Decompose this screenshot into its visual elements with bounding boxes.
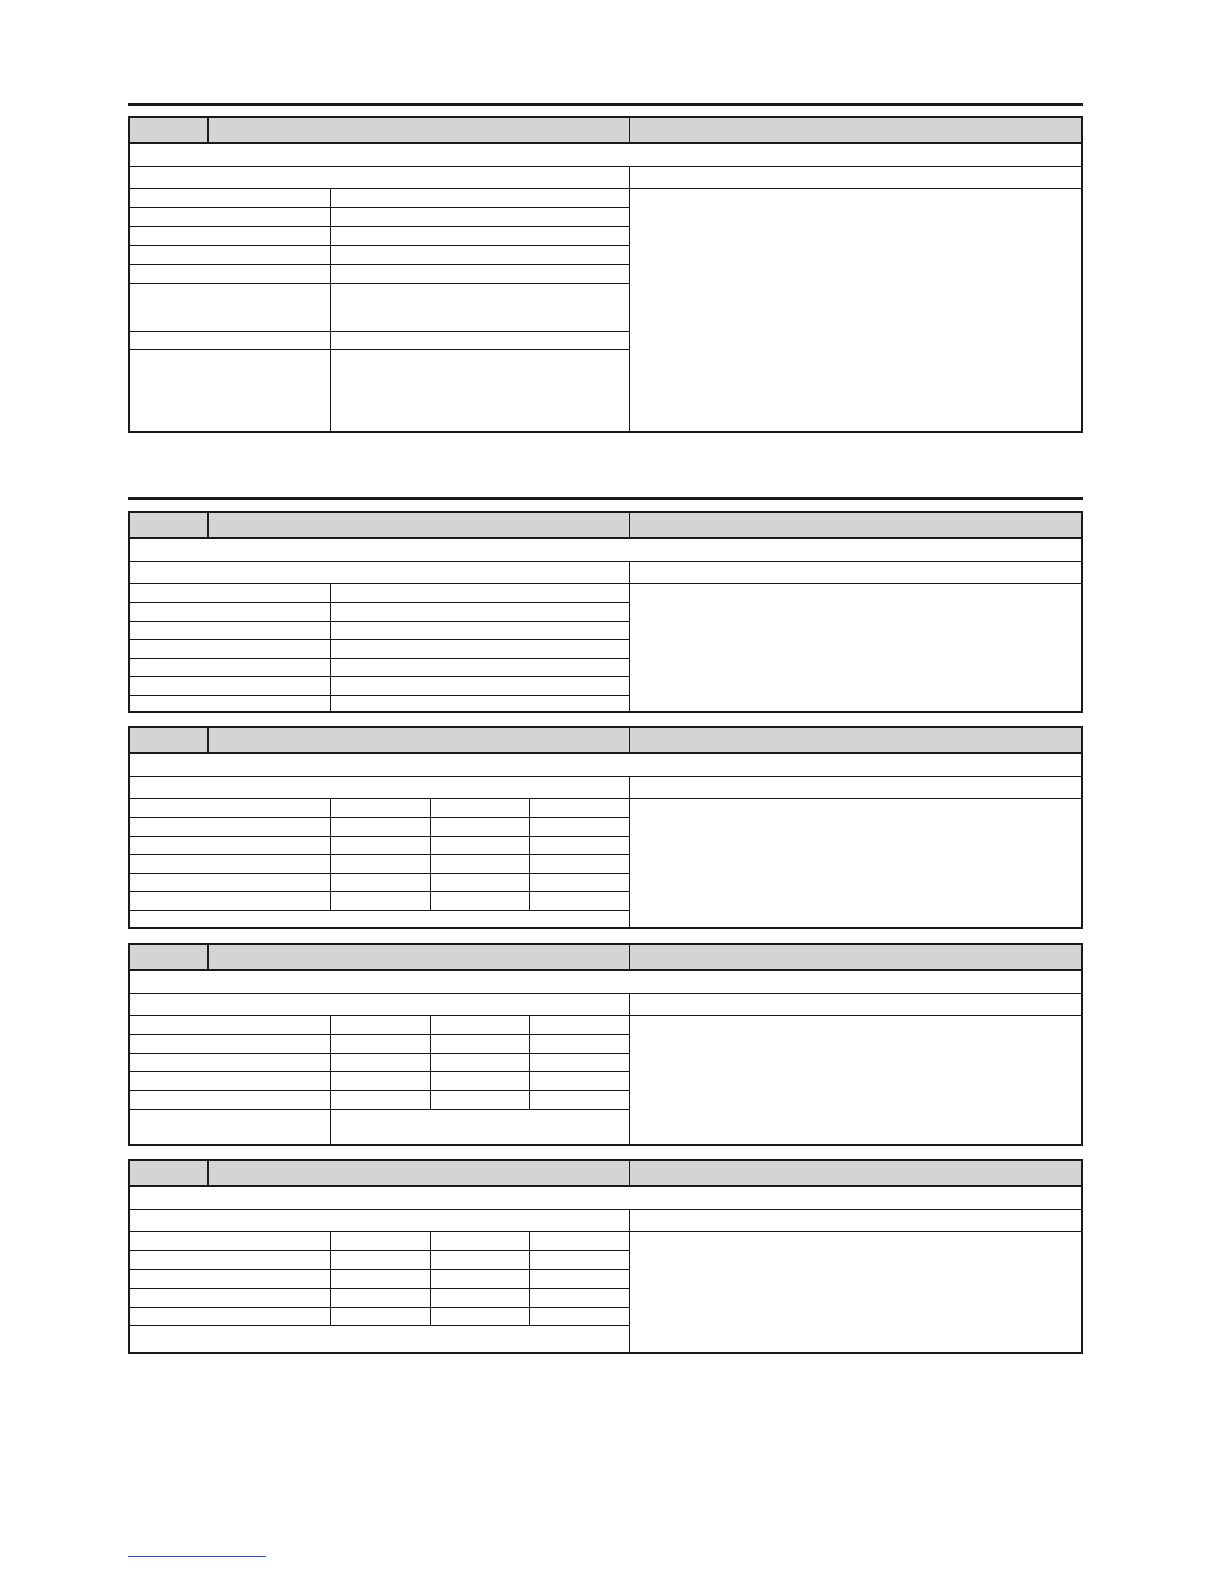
value-column-divider (629, 584, 630, 713)
header-cell-name (209, 728, 630, 752)
header-cell-name (209, 513, 630, 537)
spec-table-1 (128, 116, 1083, 433)
header-cell-name (209, 1161, 630, 1185)
table-subheader-row (130, 777, 1081, 799)
grid-row-line (130, 836, 629, 837)
grid-row-line (130, 1250, 629, 1251)
grid-row-line (130, 891, 629, 892)
spec-table-2 (128, 511, 1083, 713)
grid-row-line (130, 1288, 629, 1289)
grid-row-line (130, 1109, 629, 1110)
grid-column-divider (529, 1016, 530, 1109)
subheader-divider (629, 777, 630, 799)
grid-column-divider (430, 1232, 431, 1325)
header-cell-code (130, 513, 209, 537)
param-row-line (130, 264, 629, 265)
table-title-row (130, 539, 1081, 562)
grid-row-line (130, 910, 629, 911)
param-row-line (130, 639, 629, 640)
table-title-row (130, 754, 1081, 777)
table-header-row (130, 728, 1081, 754)
param-row-line (130, 245, 629, 246)
header-cell-name (209, 945, 630, 969)
grid-column-divider (330, 1016, 331, 1146)
spec-table-4 (128, 943, 1083, 1146)
table-header-row (130, 1161, 1081, 1187)
param-row-line (130, 602, 629, 603)
spec-table-3 (128, 726, 1083, 929)
table-header-row (130, 118, 1081, 144)
value-column-divider (629, 189, 630, 433)
subheader-divider (629, 1210, 630, 1232)
header-cell-code (130, 945, 209, 969)
param-row-line (130, 658, 629, 659)
subheader-divider (629, 167, 630, 189)
grid-row-line (130, 1269, 629, 1270)
param-row-line (130, 283, 629, 284)
grid-column-divider (529, 1232, 530, 1325)
section-rule-1 (128, 103, 1083, 106)
param-row-line (130, 621, 629, 622)
table-title-row (130, 144, 1081, 167)
table-title-row (130, 1187, 1081, 1210)
grid-row-line (130, 1307, 629, 1308)
header-cell-code (130, 728, 209, 752)
param-row-line (130, 349, 629, 350)
grid-row-line (130, 1071, 629, 1072)
param-row-line (130, 331, 629, 332)
grid-row-line (130, 873, 629, 874)
subheader-divider (629, 994, 630, 1016)
value-column-divider (629, 1232, 630, 1354)
grid-row-line (130, 1325, 629, 1326)
grid-row-line (130, 1053, 629, 1054)
grid-column-divider (430, 1016, 431, 1109)
header-cell-code (130, 118, 209, 142)
section-rule-2 (128, 497, 1083, 500)
value-column-divider (629, 799, 630, 929)
table-title-row (130, 971, 1081, 994)
footer-link[interactable] (128, 1556, 266, 1557)
grid-row-line (130, 817, 629, 818)
spec-table-5 (128, 1159, 1083, 1354)
table-subheader-row (130, 562, 1081, 584)
param-row-line (130, 207, 629, 208)
subheader-divider (629, 562, 630, 584)
grid-row-line (130, 1090, 629, 1091)
grid-column-divider (330, 1232, 331, 1325)
header-cell-code (130, 1161, 209, 1185)
param-row-line (130, 695, 629, 696)
grid-row-line (130, 1034, 629, 1035)
table-subheader-row (130, 167, 1081, 189)
grid-row-line (130, 854, 629, 855)
param-row-line (130, 226, 629, 227)
header-cell-name (209, 118, 630, 142)
value-column-divider (629, 1016, 630, 1146)
param-row-line (130, 676, 629, 677)
table-header-row (130, 513, 1081, 539)
table-subheader-row (130, 1210, 1081, 1232)
label-column-divider (330, 584, 331, 713)
table-header-row (130, 945, 1081, 971)
table-subheader-row (130, 994, 1081, 1016)
